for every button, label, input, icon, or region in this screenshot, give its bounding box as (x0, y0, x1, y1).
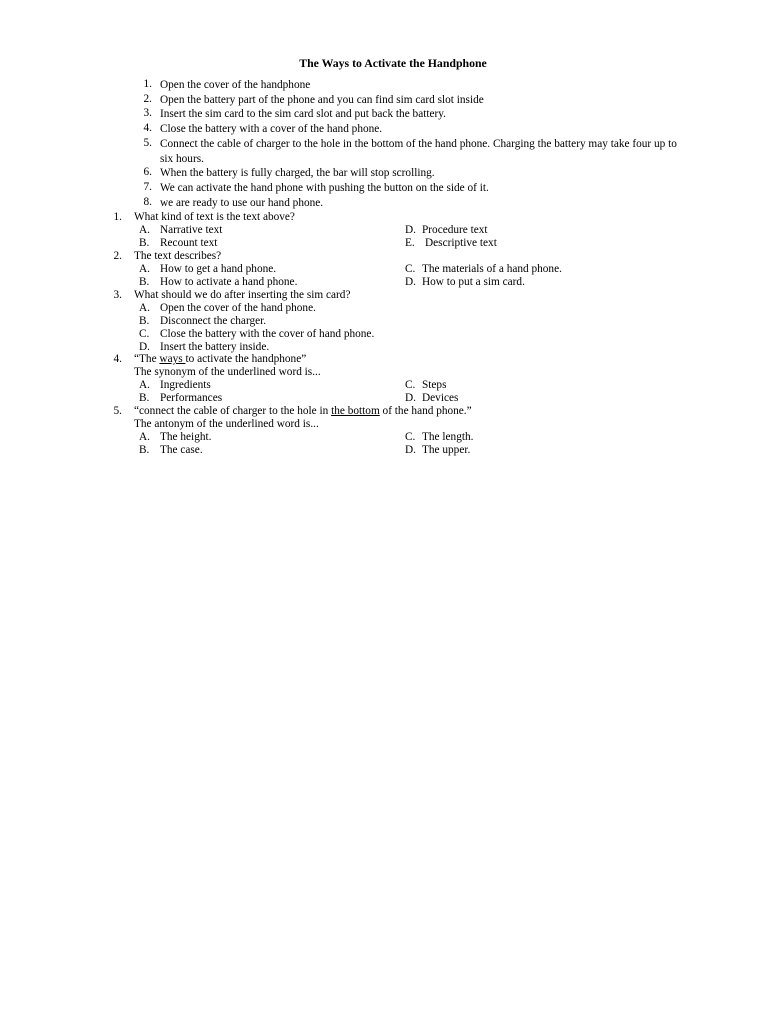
list-item: 1. Open the cover of the handphone (143, 78, 311, 91)
list-item: 3. Insert the sim card to the sim card slot and put back the battery. (143, 107, 446, 121)
option-letter: D. (405, 224, 416, 236)
option-text: How to get a hand phone. (160, 263, 277, 275)
option-letter: A. (139, 224, 150, 236)
option-letter: C. (139, 328, 150, 340)
question-text: The text describes? (134, 250, 222, 262)
option-text: Insert the battery inside. (160, 341, 270, 353)
option-letter: C. (405, 379, 416, 391)
option-text: Recount text (160, 237, 218, 249)
option-text: How to put a sim card. (422, 276, 525, 288)
option-letter: A. (139, 302, 150, 314)
option-letter: A. (139, 379, 150, 391)
option-letter: D. (405, 392, 416, 404)
option-text: Disconnect the charger. (160, 315, 267, 327)
option-text: Close the battery with the cover of hand phone. (160, 328, 375, 340)
option-letter: D. (139, 341, 150, 353)
option-letter: A. (139, 263, 150, 275)
option-text: Ingredients (160, 379, 211, 391)
question-number: 4. (113, 353, 122, 365)
option-text: Steps (422, 379, 447, 391)
option-letter: B. (139, 315, 150, 327)
option-text: Descriptive text (425, 237, 497, 249)
steps-list (0, 78, 768, 210)
list-item: 6. When the battery is fully charged, the bar will stop scrolling. (143, 166, 435, 180)
list-item: 4. Close the battery with a cover of the hand phone. (143, 122, 383, 136)
question-text: What kind of text is the text above? (134, 211, 295, 223)
list-item: 8. we are ready to use our hand phone. (143, 195, 324, 209)
option-text: Open the cover of the hand phone. (160, 302, 316, 314)
question-number: 3. (113, 289, 122, 301)
document-title: The Ways to Activate the Handphone (299, 56, 487, 70)
question-number: 1. (113, 211, 122, 223)
question-number: 2. (113, 250, 122, 262)
list-item: 2. Open the battery part of the phone and you can find sim card slot inside (143, 92, 484, 106)
option-letter: D. (405, 276, 416, 288)
question-quote: “connect the cable of charger to the hole in the bottom of the hand phone.” (134, 405, 472, 417)
question-text: The synonym of the underlined word is... (134, 366, 321, 378)
list-item: 5. Connect the cable of charger to the hole in the bottom of the hand phone. Charging the battery may take four up to six hours. (143, 136, 677, 165)
question-quote: “The ways to activate the handphone” (134, 353, 307, 365)
option-letter: C. (405, 263, 416, 275)
option-letter: A. (139, 431, 150, 443)
question-text: What should we do after inserting the sim card? (134, 289, 351, 301)
question-number: 5. (113, 405, 122, 417)
option-text: The upper. (422, 444, 471, 456)
option-text: Narrative text (160, 224, 223, 236)
option-text: The length. (422, 431, 474, 443)
option-text: Performances (160, 392, 223, 404)
option-letter: B. (139, 444, 150, 456)
option-letter: D. (405, 444, 416, 456)
option-letter: C. (405, 431, 416, 443)
option-letter: B. (139, 276, 150, 288)
option-text: The materials of a hand phone. (422, 263, 562, 275)
underlined-word: ways (159, 353, 186, 365)
list-item: 7. We can activate the hand phone with pushing the button on the side of it. (143, 180, 489, 194)
option-letter: E. (405, 237, 415, 249)
question-text: The antonym of the underlined word is... (134, 418, 319, 430)
option-text: Devices (422, 392, 459, 404)
option-letter: B. (139, 392, 150, 404)
option-text: How to activate a hand phone. (160, 276, 298, 288)
option-text: Procedure text (422, 224, 488, 236)
option-text: The height. (160, 431, 212, 443)
option-letter: B. (139, 237, 150, 249)
underlined-word: the bottom (331, 405, 380, 417)
option-text: The case. (160, 444, 203, 456)
